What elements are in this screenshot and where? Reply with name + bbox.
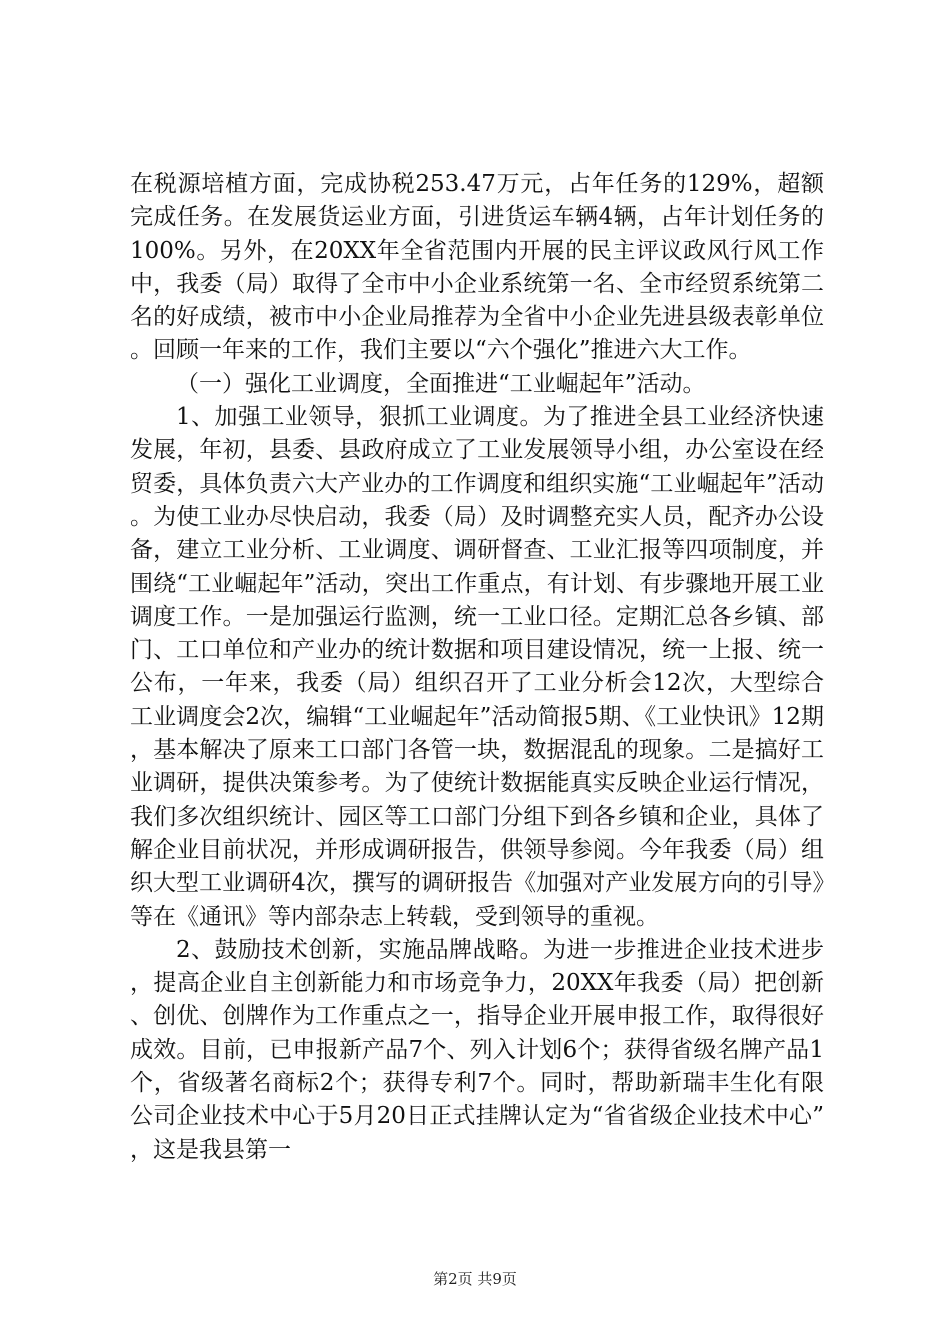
page-number-footer: 第2页 共9页 bbox=[433, 1270, 517, 1288]
paragraph-3: 2、鼓励技术创新，实施品牌战略。为进一步推进企业技术进步，提高企业自主创新能力和市场竞争力，20XX年我委（局）把创新、创优、创牌作为工作重点之一，指导企业开展申报工作，取得很好成效。目前，已申报新产品7个、列入计划6个；获得省级名牌产品1个，省级著名商标2个；获得专利7个。同时，帮助新瑞丰生化有限公司企业技术中心于5月20日正式挂牌认定为“省省级企业技术中心”，这是我县第一 bbox=[130, 936, 824, 1163]
paragraph-1: 在税源培植方面，完成协税253.47万元，占年任务的129%，超额完成任务。在发展货运业方面，引进货运车辆4辆，占年计划任务的100%。另外，在20XX年全省范围内开展的民主评议政风行风工作中，我委（局）取得了全市中小企业系统第一名、全市经贸系统第二名的好成绩，被市中小企业局推荐为全省中小企业先进县级表彰单位。回顾一年来的工作，我们主要以“六个强化”推进六大工作。 bbox=[130, 171, 824, 364]
paragraph-2: 1、加强工业领导，狠抓工业调度。为了推进全县工业经济快速发展，年初，县委、县政府成立了工业发展领导小组，办公室设在经贸委，具体负责六大产业办的工作调度和组织实施“工业崛起年”活动。为使工业办尽快启动，我委（局）及时调整充实人员，配齐办公设备，建立工业分析、工业调度、调研督查、工业汇报等四项制度，并围绕“工业崛起年”活动，突出工作重点，有计划、有步骤地开展工业调度工作。一是加强运行监测，统一工业口径。定期汇总各乡镇、部门、工口单位和产业办的统计数据和项目建设情况，统一上报、统一公布，一年来，我委（局）组织召开了工业分析会12次，大型综合工业调度会2次，编辑“工业崛起年”活动简报5期、《工业快讯》12期，基本解决了原来工口部门各管一块，数据混乱的现象。二是搞好工业调研，提供决策参考。为了使统计数据能真实反映企业运行情况，我们多次组织统计、园区等工口部门分组下到各乡镇和企业，具体了解企业目前状况，并形成调研报告，供领导参阅。今年我委（局）组织大型工业调研4次，撰写的调研报告《加强对产业发展方向的引导》等在《通讯》等内部杂志上转载，受到领导的重视。 bbox=[130, 404, 824, 930]
document-body bbox=[130, 168, 824, 1167]
section-heading: （一）强化工业调度，全面推进“工业崛起年”活动。 bbox=[176, 370, 706, 397]
